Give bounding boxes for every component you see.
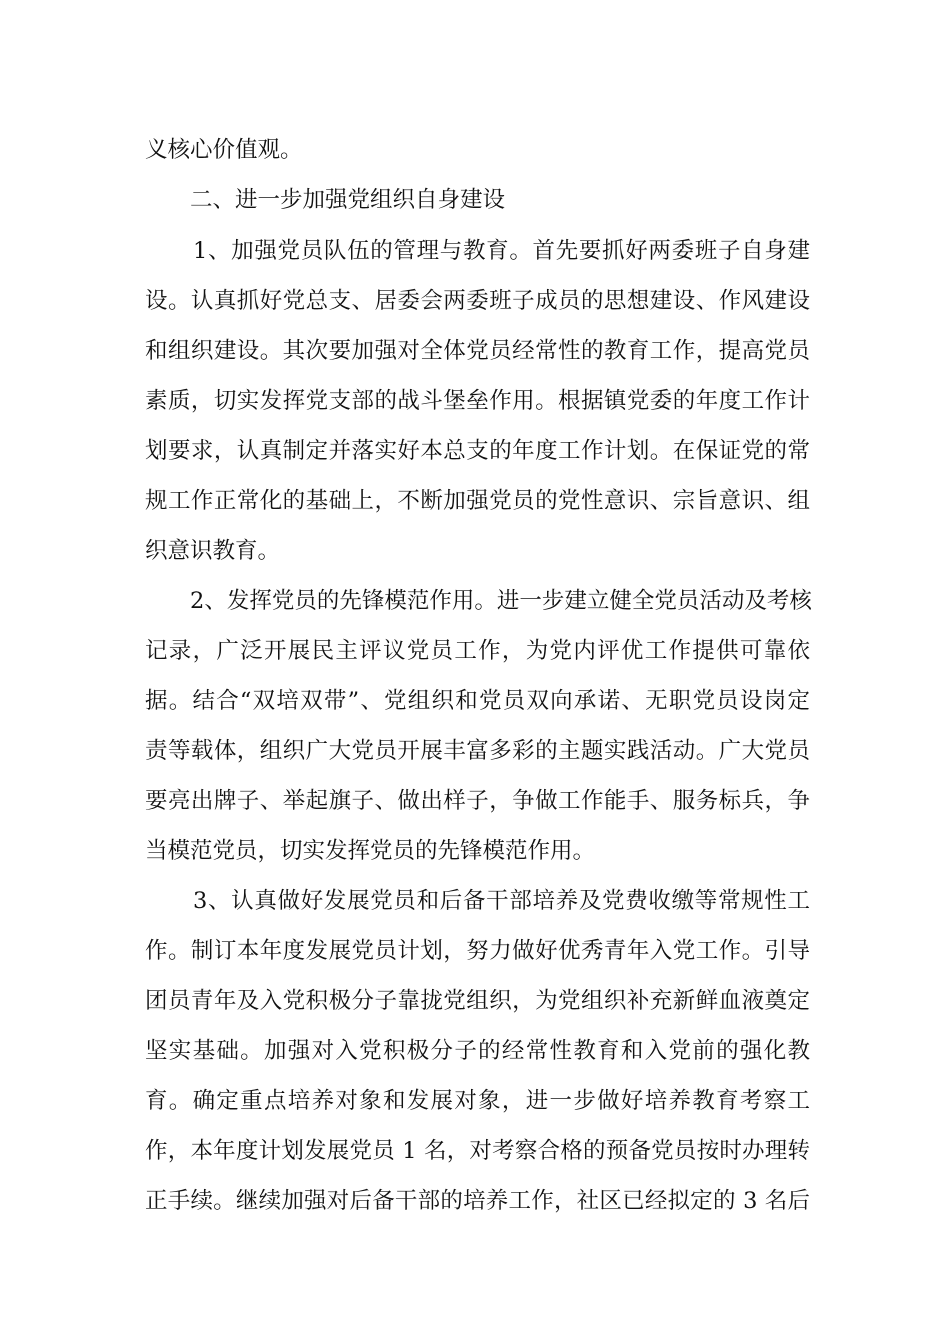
text-line: 规工作正常化的基础上，不断加强党员的党性意识、宗旨意识、组 — [145, 488, 810, 514]
section-heading: 二、进一步加强党组织自身建设 — [190, 187, 506, 213]
text-line: 2、发挥党员的先锋模范作用。进一步建立健全党员活动及考核 — [190, 588, 812, 614]
text-line: 据。结合“双培双带”、党组织和党员双向承诺、无职党员设岗定 — [145, 688, 810, 714]
text-line: 义核心价值观。 — [145, 137, 303, 163]
text-line: 1、加强党员队伍的管理与教育。首先要抓好两委班子自身建 — [193, 238, 810, 264]
text-line: 设。认真抓好党总支、居委会两委班子成员的思想建设、作风建设 — [145, 288, 810, 314]
text-line: 育。确定重点培养对象和发展对象，进一步做好培养教育考察工 — [145, 1088, 810, 1114]
text-line: 织意识教育。 — [145, 538, 281, 564]
text-line: 当模范党员，切实发挥党员的先锋模范作用。 — [145, 838, 596, 864]
text-line: 正手续。继续加强对后备干部的培养工作，社区已经拟定的 3 名后 — [145, 1188, 810, 1214]
text-line: 划要求，认真制定并落实好本总支的年度工作计划。在保证党的常 — [145, 438, 810, 464]
text-line: 责等载体，组织广大党员开展丰富多彩的主题实践活动。广大党员 — [145, 738, 810, 764]
text-line: 和组织建设。其次要加强对全体党员经常性的教育工作，提高党员 — [145, 338, 810, 364]
text-line: 团员青年及入党积极分子靠拢党组织，为党组织补充新鲜血液奠定 — [145, 988, 810, 1014]
text-line: 3、认真做好发展党员和后备干部培养及党费收缴等常规性工 — [193, 888, 810, 914]
text-line: 作。制订本年度发展党员计划，努力做好优秀青年入党工作。引导 — [145, 938, 810, 964]
text-line: 要亮出牌子、举起旗子、做出样子，争做工作能手、服务标兵，争 — [145, 788, 810, 814]
text-line: 记录，广泛开展民主评议党员工作，为党内评优工作提供可靠依 — [145, 638, 810, 664]
text-line: 素质，切实发挥党支部的战斗堡垒作用。根据镇党委的年度工作计 — [145, 388, 810, 414]
text-line: 坚实基础。加强对入党积极分子的经常性教育和入党前的强化教 — [145, 1038, 810, 1064]
text-line: 作，本年度计划发展党员 1 名，对考察合格的预备党员按时办理转 — [145, 1138, 810, 1164]
